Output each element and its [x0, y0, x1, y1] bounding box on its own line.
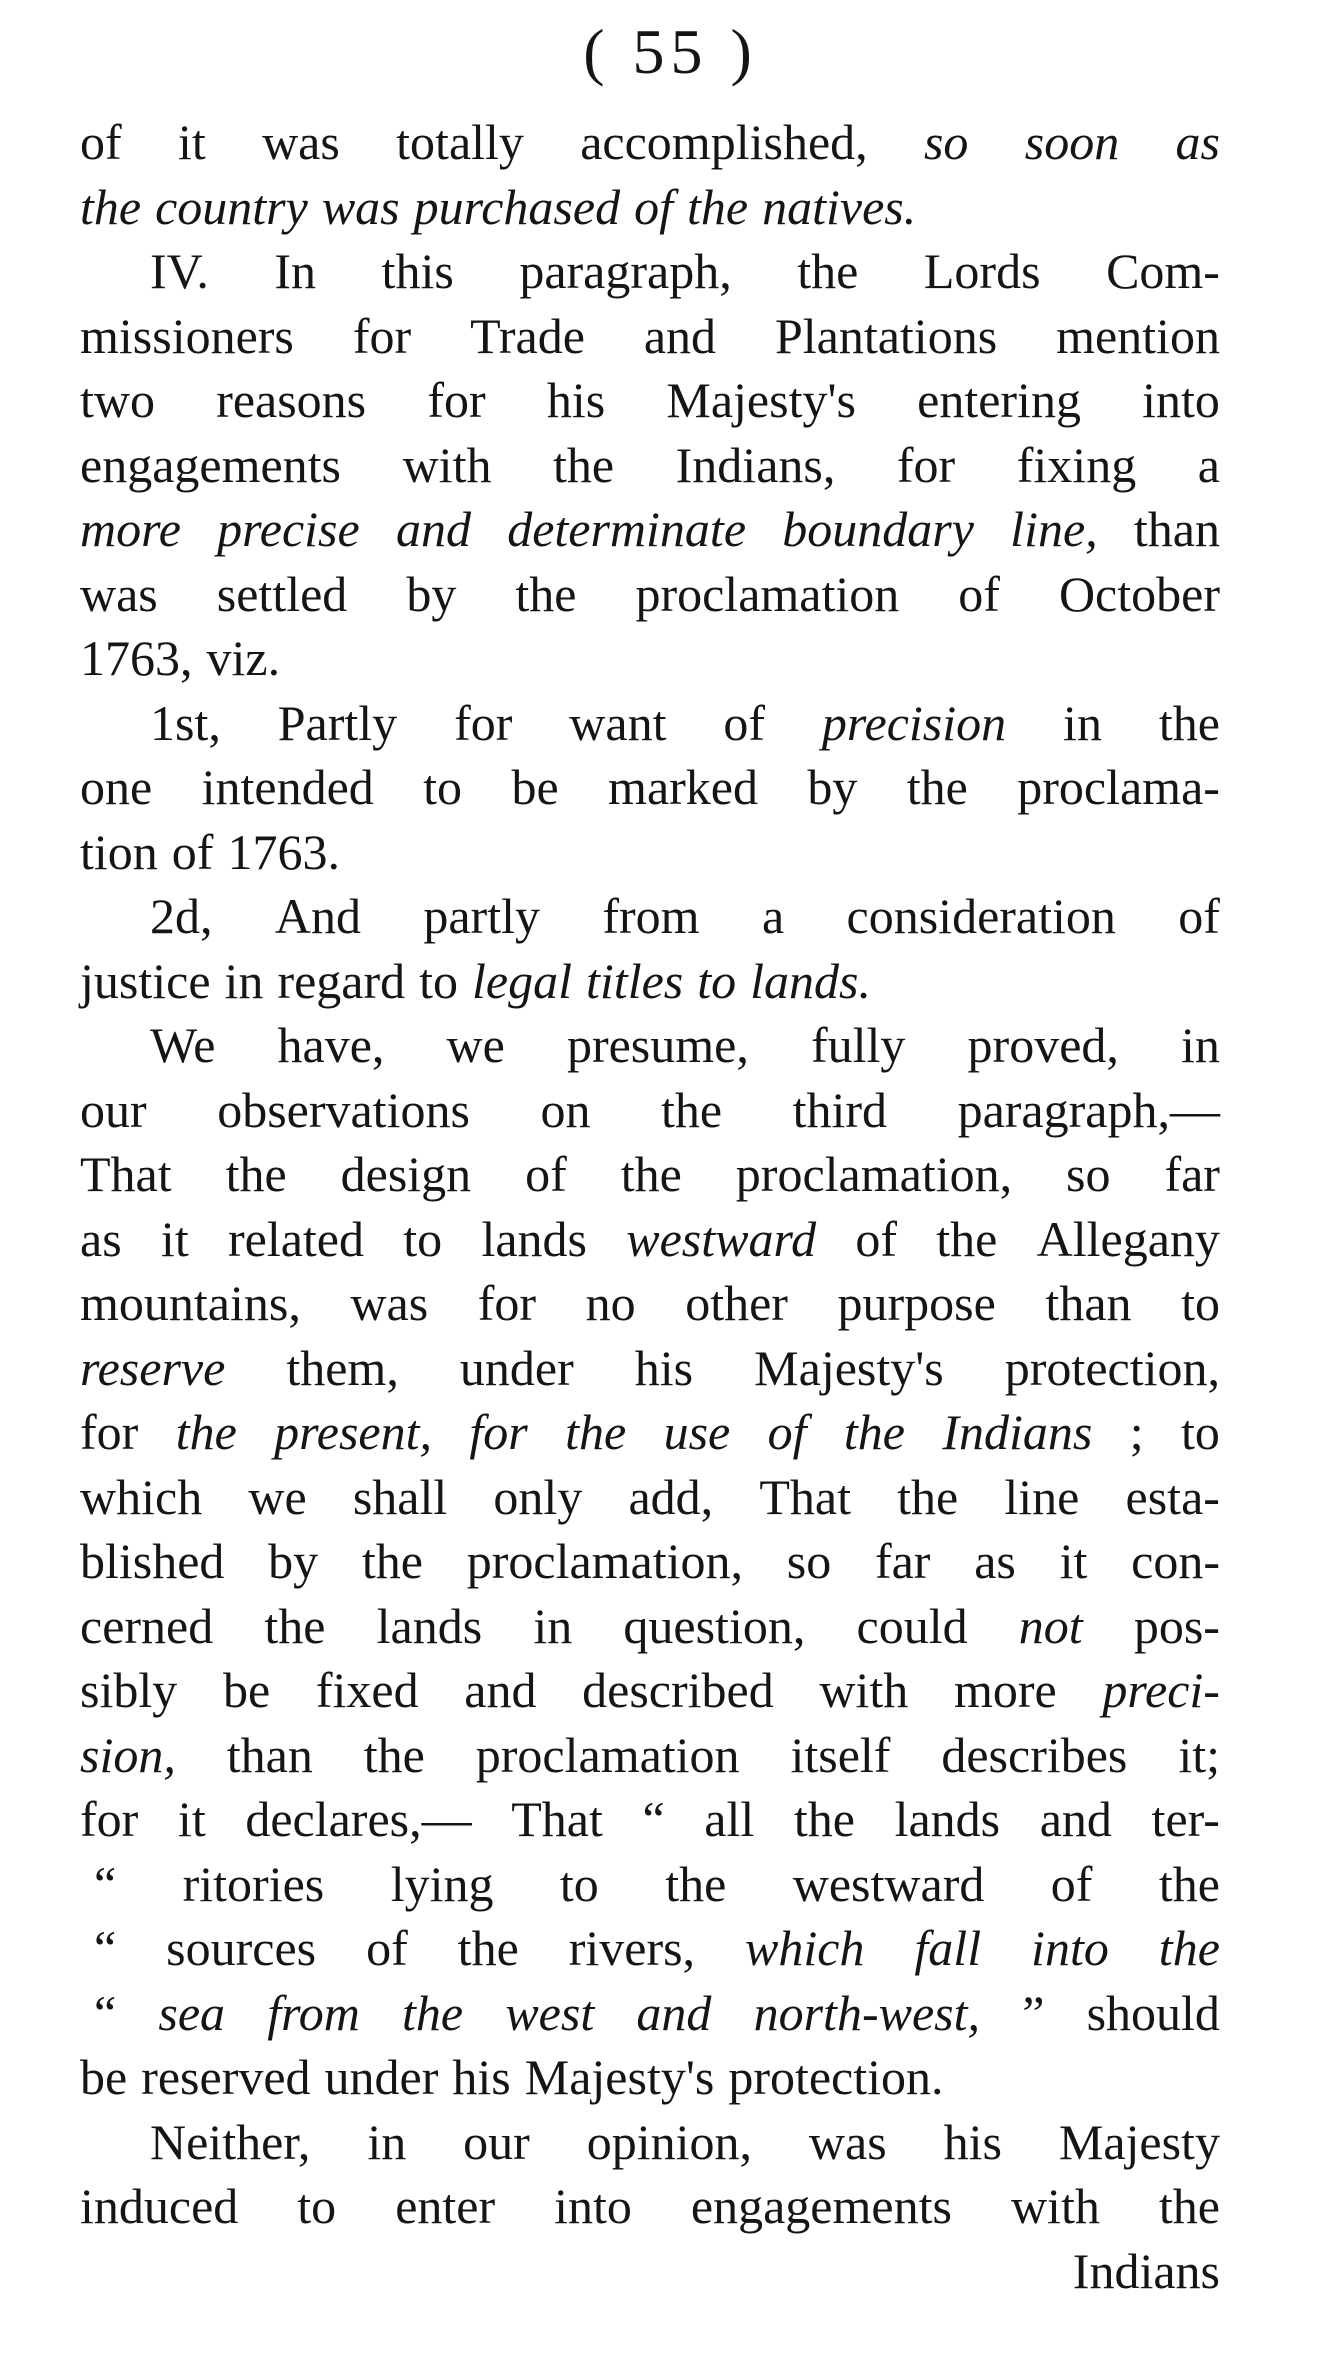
word: ritories	[182, 1855, 325, 1912]
italic-word: Indians	[942, 1404, 1093, 1460]
word: proved,	[967, 1017, 1119, 1073]
word: Indians	[1072, 2242, 1220, 2299]
word: Partly	[277, 694, 398, 751]
word: fully	[810, 1017, 906, 1073]
word: a	[761, 888, 785, 944]
italic-word: boundary	[782, 501, 974, 557]
word: into	[554, 2178, 632, 2234]
italic-word: purchased	[413, 178, 621, 235]
word: of	[958, 565, 1000, 622]
italic-word: north-west,	[753, 1984, 980, 2041]
italic-word: use	[663, 1404, 731, 1460]
word: Plantations	[774, 307, 998, 364]
italic-word: westward	[626, 1210, 817, 1267]
italic-word: preci-	[1102, 1662, 1220, 1718]
word: the	[936, 1210, 998, 1267]
word: 1763,	[80, 630, 193, 686]
word: Majesty's	[754, 1339, 944, 1396]
word: That	[80, 1146, 172, 1202]
word: Majesty's	[524, 2049, 715, 2105]
word: it	[177, 1791, 206, 1847]
word: be	[511, 759, 559, 815]
word: totally	[396, 114, 524, 170]
italic-word: precise	[217, 501, 360, 557]
word: in	[1181, 1017, 1220, 1073]
word: all	[704, 1791, 755, 1847]
text-line	[80, 2110, 1220, 2175]
italic-word: lands.	[750, 952, 871, 1009]
word: one	[80, 759, 153, 815]
word: for	[352, 307, 412, 364]
word: of	[366, 1920, 408, 1976]
word: it;	[1178, 1726, 1220, 1783]
word: the	[665, 1855, 727, 1912]
word: with	[819, 1662, 909, 1718]
word: the	[1158, 1855, 1220, 1912]
word: intended	[201, 759, 374, 815]
word: Lords	[923, 243, 1041, 299]
word: mention	[1056, 307, 1220, 364]
text-line	[80, 562, 1220, 627]
word: lands	[894, 1791, 1001, 1847]
text-line	[80, 1658, 1220, 1723]
word: October	[1058, 565, 1220, 622]
word: Majesty's	[666, 372, 856, 428]
word: ”	[1022, 1984, 1045, 2041]
word: other	[685, 1275, 788, 1331]
word: of	[1178, 888, 1220, 944]
italic-word: of	[767, 1404, 807, 1460]
word: In	[274, 243, 317, 299]
word: itself	[790, 1726, 891, 1783]
word: question,	[623, 1597, 806, 1654]
word: ter-	[1151, 1791, 1220, 1847]
word: for	[454, 694, 513, 751]
italic-word: legal	[472, 952, 573, 1009]
text-line	[80, 433, 1220, 498]
word: under	[324, 2049, 439, 2105]
word: protection,	[1004, 1339, 1220, 1396]
text-line	[80, 884, 1220, 949]
word: so	[786, 1533, 832, 1589]
word: want	[569, 694, 667, 751]
word: fixing	[1016, 436, 1137, 493]
italic-word: the	[843, 1404, 905, 1460]
word: two	[80, 372, 155, 428]
word: cerned	[80, 1597, 214, 1654]
text-line	[80, 691, 1220, 756]
word: described	[582, 1662, 774, 1718]
italic-word: natives.	[762, 178, 917, 235]
word: con-	[1131, 1533, 1220, 1589]
word: which	[80, 1468, 203, 1525]
text-line	[80, 1013, 1220, 1078]
word: was	[80, 565, 158, 622]
word: only	[493, 1468, 583, 1525]
word: rivers,	[568, 1920, 696, 1976]
word: far	[1164, 1146, 1220, 1202]
text-line	[80, 949, 1220, 1014]
word: far	[874, 1533, 931, 1589]
word: with	[1010, 2178, 1100, 2234]
word: by	[807, 759, 858, 815]
italic-word: so	[923, 114, 969, 170]
word: the	[906, 759, 968, 815]
italic-word: as	[1175, 114, 1220, 170]
word: lying	[390, 1855, 494, 1912]
word: opinion,	[586, 2113, 753, 2170]
word: with	[402, 436, 492, 493]
text-line	[80, 2045, 1220, 2110]
word: Majesty	[1058, 2113, 1220, 2170]
word: under	[459, 1339, 574, 1396]
text-line	[80, 2239, 1220, 2304]
text-line	[80, 1916, 1220, 1981]
word: engagements	[80, 436, 342, 493]
word: the	[1158, 694, 1220, 751]
italic-word: to	[697, 952, 737, 1009]
word: than	[226, 1726, 313, 1783]
word: our	[80, 1081, 147, 1138]
text-line	[80, 110, 1220, 175]
word: his	[452, 2049, 511, 2105]
word: in	[1063, 694, 1102, 751]
word: than	[1045, 1275, 1132, 1331]
word: of	[1050, 1855, 1093, 1912]
word: and	[464, 1662, 537, 1718]
word: of	[855, 1210, 898, 1267]
word: 2d,	[150, 888, 213, 944]
word: Indians,	[675, 436, 836, 493]
italic-word: line,	[1010, 501, 1098, 557]
word: paragraph,—	[957, 1081, 1220, 1138]
word: the	[515, 565, 577, 622]
word: lands	[376, 1597, 483, 1654]
word: enter	[395, 2178, 496, 2234]
word: was	[262, 114, 340, 170]
word: the	[457, 1920, 519, 1976]
text-line	[80, 304, 1220, 369]
word: of	[525, 1146, 567, 1202]
word: design	[340, 1146, 472, 1202]
word: induced	[80, 2178, 239, 2234]
text-line	[80, 820, 1220, 885]
text-line	[80, 1142, 1220, 1207]
word: tion	[80, 823, 158, 880]
word: purpose	[837, 1275, 996, 1331]
word: the	[361, 1533, 423, 1589]
word: the	[1158, 2178, 1220, 2234]
italic-word: from	[267, 1984, 360, 2041]
word: “	[94, 1920, 117, 1976]
word: Allegany	[1036, 1210, 1220, 1267]
italic-word: into	[1031, 1920, 1109, 1976]
word: into	[1142, 372, 1220, 428]
word: proclamation,	[735, 1146, 1013, 1202]
italic-word: reserve	[80, 1339, 226, 1396]
word: settled	[216, 565, 348, 622]
word: his	[634, 1339, 694, 1396]
word: should	[1086, 1984, 1220, 2041]
word: the	[225, 1146, 287, 1202]
word: of	[80, 114, 122, 170]
word: to	[403, 1210, 443, 1267]
text-line	[80, 755, 1220, 820]
word: no	[585, 1275, 636, 1331]
word: missioners	[80, 307, 294, 364]
word: viz.	[206, 630, 281, 686]
word: and	[1039, 1791, 1112, 1847]
text-line	[80, 239, 1220, 304]
word: them,	[286, 1339, 399, 1396]
word: paragraph,	[519, 243, 732, 299]
word: westward	[792, 1855, 985, 1912]
word: lands	[481, 1210, 587, 1267]
word: as	[80, 1210, 122, 1267]
text-line	[80, 1723, 1220, 1788]
italic-word: which	[745, 1920, 865, 1976]
italic-word: sion,	[80, 1726, 176, 1783]
word: proclamation	[475, 1726, 740, 1783]
word: partly	[423, 888, 540, 944]
text-line	[80, 497, 1220, 562]
italic-word: present,	[274, 1404, 432, 1460]
word: the	[797, 243, 859, 299]
word: it	[160, 1210, 189, 1267]
word: proclamation	[635, 565, 900, 622]
word: proclamation,	[466, 1533, 744, 1589]
italic-word: not	[1018, 1597, 1083, 1654]
italic-word: sea	[158, 1984, 226, 2041]
word: a	[1197, 436, 1220, 493]
italic-word: of	[634, 178, 673, 235]
word: more	[954, 1662, 1057, 1718]
word: for	[477, 1275, 537, 1331]
text-line	[80, 368, 1220, 433]
italic-word: the	[565, 1404, 627, 1460]
word: Trade	[470, 307, 585, 364]
word: sibly	[80, 1662, 178, 1718]
word: describes	[941, 1726, 1128, 1783]
italic-word: was	[321, 178, 400, 235]
italic-word: titles	[586, 952, 684, 1009]
page-number: ( 55 )	[583, 16, 758, 87]
word: entering	[917, 372, 1081, 428]
word: fixed	[315, 1662, 419, 1718]
word: That	[759, 1468, 851, 1525]
word: by	[406, 565, 457, 622]
word: to	[1181, 1275, 1220, 1331]
word: We	[150, 1017, 216, 1073]
italic-word: soon	[1024, 114, 1120, 170]
word: of	[723, 694, 766, 751]
word: “	[94, 1984, 117, 2041]
word: as	[974, 1533, 1016, 1589]
word: consideration	[846, 888, 1116, 944]
italic-word: more	[80, 501, 181, 557]
word: the	[620, 1146, 682, 1202]
word: the	[264, 1597, 326, 1654]
italic-word: fall	[914, 1920, 982, 1976]
word: reserved	[141, 2049, 311, 2105]
word: this	[381, 243, 454, 299]
word: “	[642, 1791, 665, 1847]
word: engagements	[690, 2178, 952, 2234]
word: mountains,	[80, 1275, 301, 1331]
italic-word: the	[175, 1404, 237, 1460]
word: to	[559, 1855, 599, 1912]
word: regard	[277, 952, 406, 1009]
word: was	[350, 1275, 429, 1331]
word: blished	[80, 1533, 225, 1589]
word: pos-	[1133, 1597, 1220, 1654]
word: related	[227, 1210, 364, 1267]
italic-word: and	[636, 1984, 712, 2041]
italic-word: for	[469, 1404, 528, 1460]
word: to	[1181, 1404, 1220, 1460]
word: to	[419, 952, 459, 1009]
word: the	[660, 1081, 723, 1138]
word: for	[80, 1791, 139, 1847]
word: presume,	[566, 1017, 749, 1073]
word: have,	[277, 1017, 385, 1073]
text-line	[80, 1852, 1220, 1917]
italic-word: the	[80, 178, 142, 235]
word: we	[446, 1017, 505, 1073]
word: could	[856, 1597, 968, 1654]
italic-word: the	[1158, 1920, 1220, 1976]
word: be	[222, 1662, 271, 1718]
word: for	[896, 436, 956, 493]
word: in	[367, 2113, 407, 2170]
word: by	[268, 1533, 319, 1589]
italic-word: country	[155, 178, 308, 235]
word: That	[511, 1791, 603, 1847]
word: justice	[80, 952, 211, 1009]
word: esta-	[1125, 1468, 1220, 1525]
word: Com-	[1106, 243, 1220, 299]
word: the	[553, 436, 615, 493]
word: for	[427, 372, 486, 428]
word: proclama-	[1017, 759, 1220, 815]
word: reasons	[216, 372, 367, 428]
word: 1st,	[150, 694, 221, 751]
word: it	[177, 114, 206, 170]
word: of	[171, 823, 214, 880]
word: ;	[1129, 1404, 1144, 1460]
italic-word: the	[402, 1984, 464, 2041]
word: sources	[166, 1920, 317, 1976]
word: than	[1133, 501, 1220, 557]
text-line	[80, 1529, 1220, 1594]
text-line	[80, 1207, 1220, 1272]
body-text	[80, 110, 1220, 2303]
word: declares,—	[245, 1791, 472, 1847]
word: “	[94, 1855, 117, 1912]
word: protection.	[728, 2049, 944, 2105]
word: our	[463, 2113, 530, 2170]
word: for	[80, 1404, 139, 1460]
word: add,	[628, 1468, 714, 1525]
word: it	[1059, 1533, 1088, 1589]
word: 1763.	[227, 823, 340, 880]
text-line	[80, 175, 1220, 240]
word: accomplished,	[580, 114, 868, 170]
text-line	[80, 2174, 1220, 2239]
word: in	[533, 1597, 573, 1654]
word: from	[602, 888, 700, 944]
word: the	[897, 1468, 959, 1525]
text-line	[80, 1594, 1220, 1659]
word: on	[540, 1081, 591, 1138]
word: the	[363, 1726, 425, 1783]
word: was	[808, 2113, 887, 2170]
text-line	[80, 1078, 1220, 1143]
word: the	[793, 1791, 855, 1847]
italic-word: and	[395, 501, 471, 557]
word: third	[792, 1081, 888, 1138]
italic-word: west	[505, 1984, 595, 2041]
word: marked	[608, 759, 758, 815]
italic-word: determinate	[507, 501, 747, 557]
text-line	[80, 1400, 1220, 1465]
word: to	[297, 2178, 337, 2234]
word: IV.	[150, 243, 209, 299]
text-line	[80, 1336, 1220, 1401]
italic-word: precision	[821, 694, 1007, 751]
word: Neither,	[150, 2113, 311, 2170]
word: in	[224, 952, 264, 1009]
word: we	[248, 1468, 307, 1525]
text-line	[80, 1787, 1220, 1852]
italic-word: the	[687, 178, 749, 235]
text-line	[80, 1271, 1220, 1336]
word: shall	[352, 1468, 448, 1525]
word: his	[546, 372, 606, 428]
text-line	[80, 1981, 1220, 2046]
word: line	[1004, 1468, 1080, 1525]
word: to	[423, 759, 463, 815]
text-line	[80, 626, 1220, 691]
word: and	[643, 307, 717, 364]
word: be	[80, 2049, 128, 2105]
word: observations	[217, 1081, 470, 1138]
word: his	[943, 2113, 1002, 2170]
word: And	[274, 888, 361, 944]
text-line	[80, 1465, 1220, 1530]
word: so	[1066, 1146, 1111, 1202]
